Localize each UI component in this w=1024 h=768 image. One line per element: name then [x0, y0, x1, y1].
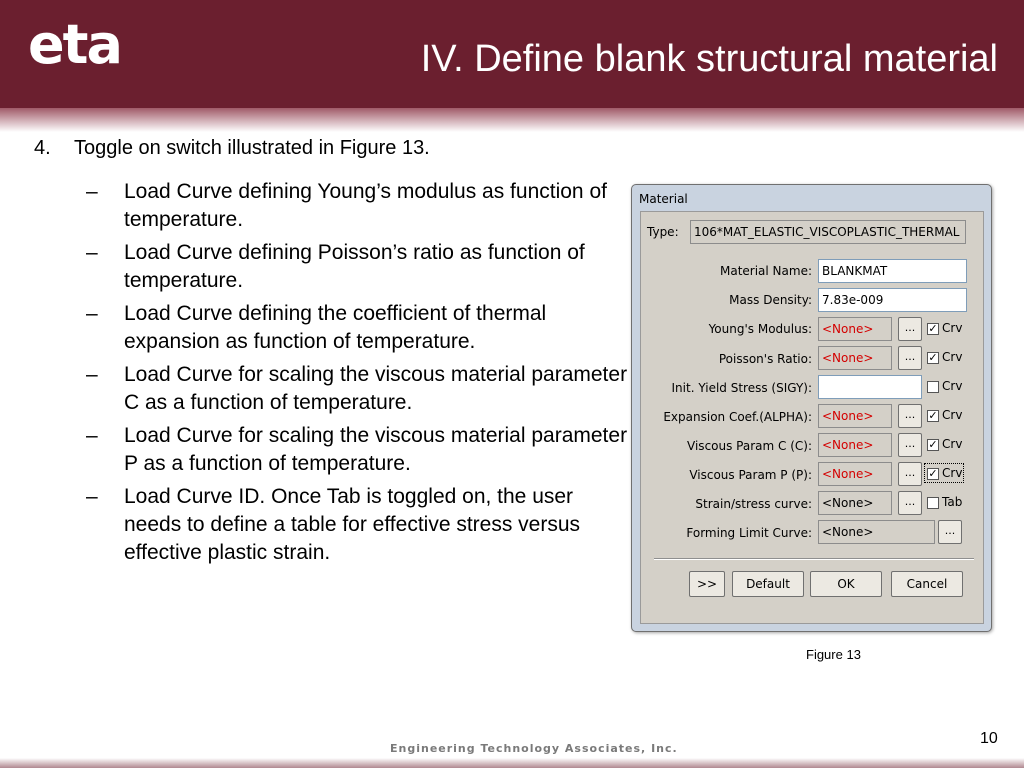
bullet-dash: –	[86, 363, 98, 386]
material-name-label: Material Name:	[719, 264, 812, 278]
poissons-ratio-crv-label: Crv	[942, 350, 963, 364]
strain-stress-curve-field[interactable]: <None>	[818, 491, 892, 515]
expansion-coef-field[interactable]: <None>	[818, 404, 892, 428]
bullet-dash: –	[86, 424, 98, 447]
viscous-param-c-browse-button[interactable]: ...	[898, 433, 922, 457]
bullet-text: Load Curve for scaling the viscous material parameter P as a function of temperature.	[124, 424, 628, 475]
expansion-coef-browse-button[interactable]: ...	[898, 404, 922, 428]
button-separator	[654, 558, 974, 560]
poissons-ratio-browse-button[interactable]: ...	[898, 346, 922, 370]
step-item	[34, 136, 430, 160]
viscous-param-c-crv-checkbox[interactable]: ✓	[928, 438, 938, 451]
bullet-text: Load Curve defining Poisson’s ratio as function of temperature.	[124, 241, 585, 292]
bullet-item	[86, 300, 631, 356]
default-button[interactable]: Default	[732, 571, 804, 597]
type-label: Type:	[647, 225, 679, 239]
youngs-modulus-crv-label: Crv	[942, 321, 963, 335]
dialog-body	[640, 211, 984, 624]
bullet-dash: –	[86, 302, 98, 325]
material-name-field[interactable]: BLANKMAT	[818, 259, 967, 283]
viscous-param-p-crv-label: Crv	[942, 466, 963, 480]
step-text: Toggle on switch illustrated in Figure 13.	[74, 137, 430, 159]
expansion-coef-label: Expansion Coef.(ALPHA):	[663, 410, 812, 424]
bullet-dash: –	[86, 485, 98, 508]
strain-stress-curve-browse-button[interactable]: ...	[898, 491, 922, 515]
viscous-param-p-field[interactable]: <None>	[818, 462, 892, 486]
forming-limit-curve-field[interactable]: <None>	[818, 520, 935, 544]
step-number: 4.	[34, 137, 51, 159]
expand-button[interactable]: >>	[689, 571, 725, 597]
strain-stress-curve-label: Strain/stress curve:	[695, 497, 812, 511]
init-yield-stress-crv-label: Crv	[942, 379, 963, 393]
forming-limit-curve-browse-button[interactable]: ...	[938, 520, 962, 544]
bullet-list	[86, 178, 631, 572]
init-yield-stress-crv-checkbox[interactable]	[927, 381, 939, 393]
youngs-modulus-field[interactable]: <None>	[818, 317, 892, 341]
viscous-param-c-field[interactable]: <None>	[818, 433, 892, 457]
bullet-item	[86, 483, 631, 567]
viscous-param-p-crv-checkbox[interactable]: ✓	[928, 467, 938, 480]
expansion-coef-crv-label: Crv	[942, 408, 963, 422]
footer-company: Engineering Technology Associates, Inc.	[390, 742, 678, 755]
slide-title: IV. Define blank structural material	[420, 38, 998, 80]
init-yield-stress-label: Init. Yield Stress (SIGY):	[671, 381, 812, 395]
youngs-modulus-label: Young's Modulus:	[708, 322, 812, 336]
poissons-ratio-label: Poisson's Ratio:	[718, 352, 812, 366]
strain-stress-tab-checkbox[interactable]	[927, 497, 939, 509]
figure-caption: Figure 13	[806, 647, 861, 662]
bullet-text: Load Curve ID. Once Tab is toggled on, the user needs to define a table for effective stress versus effective plastic strain.	[124, 485, 581, 564]
poissons-ratio-crv-checkbox[interactable]: ✓	[928, 351, 938, 364]
bullet-item	[86, 178, 631, 234]
bullet-text: Load Curve defining Young’s modulus as function of temperature.	[124, 180, 607, 231]
strain-stress-tab-label: Tab	[942, 495, 963, 509]
ok-button[interactable]: OK	[810, 571, 882, 597]
page-number: 10	[980, 730, 998, 747]
bullet-item	[86, 361, 631, 417]
material-dialog	[631, 184, 992, 632]
type-field[interactable]: 106*MAT_ELASTIC_VISCOPLASTIC_THERMAL	[690, 220, 966, 244]
mass-density-field[interactable]: 7.83e-009	[818, 288, 967, 312]
eta-logo: eta	[28, 13, 121, 76]
youngs-modulus-crv-checkbox[interactable]: ✓	[928, 322, 938, 335]
bullet-item	[86, 239, 631, 295]
viscous-param-p-label: Viscous Param P (P):	[689, 468, 812, 482]
viscous-param-c-crv-label: Crv	[942, 437, 963, 451]
bullet-dash: –	[86, 241, 98, 264]
viscous-param-p-browse-button[interactable]: ...	[898, 462, 922, 486]
viscous-param-c-label: Viscous Param C (C):	[687, 439, 812, 453]
bullet-dash: –	[86, 180, 98, 203]
youngs-modulus-browse-button[interactable]: ...	[898, 317, 922, 341]
cancel-button[interactable]: Cancel	[891, 571, 963, 597]
bullet-item	[86, 422, 631, 478]
bullet-text: Load Curve defining the coefficient of thermal expansion as function of temperature.	[124, 302, 547, 353]
mass-density-label: Mass Density:	[729, 293, 812, 307]
forming-limit-curve-label: Forming Limit Curve:	[686, 526, 812, 540]
header-fade	[0, 108, 1024, 132]
init-yield-stress-field[interactable]	[818, 375, 922, 399]
poissons-ratio-field[interactable]: <None>	[818, 346, 892, 370]
expansion-coef-crv-checkbox[interactable]: ✓	[928, 409, 938, 422]
bullet-text: Load Curve for scaling the viscous material parameter C as a function of temperature.	[124, 363, 628, 414]
footer-bar	[0, 758, 1024, 768]
dialog-title[interactable]: Material	[639, 192, 688, 206]
